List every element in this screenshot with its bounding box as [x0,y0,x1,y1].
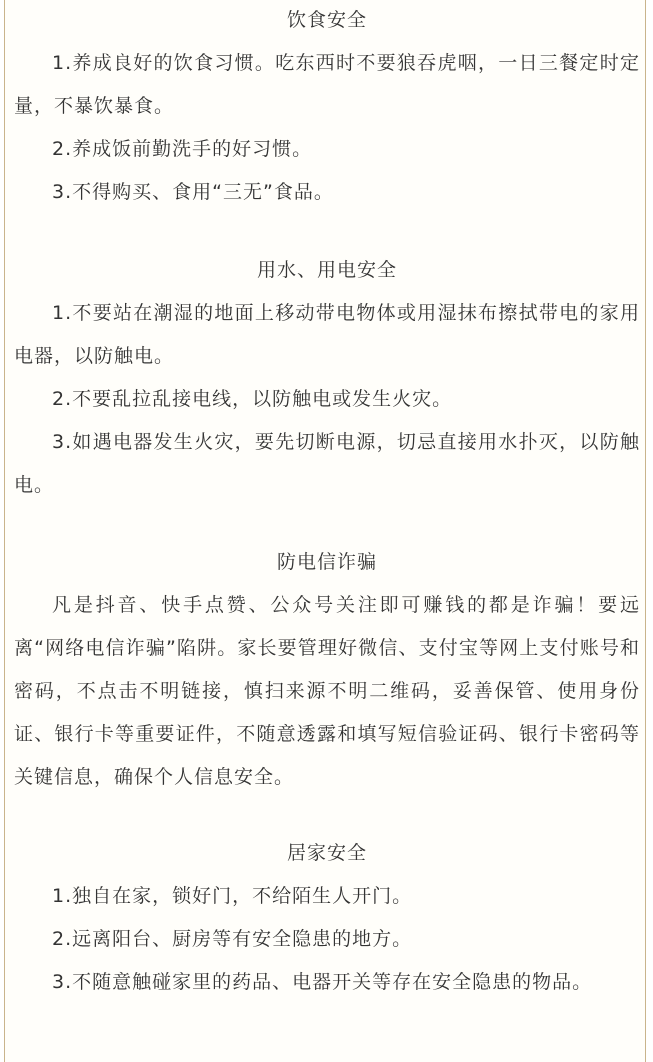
paragraph: 凡是抖音、快手点赞、公众号关注即可赚钱的都是诈骗！要远离“网络电信诈骗”陷阱。家长要管理好微信、支付宝等网上支付账号和密码，不点击不明链接，慎扫来源不明二维码，妥善保管、使用身份证、银行卡等重要证件，不随意透露和填写短信验证码、银行卡密码等关键信息，确保个人信息安全。 [14,594,640,788]
section-title: 饮食安全 [286,9,367,31]
section-anti-telecom-fraud [14,541,640,799]
paragraph: 2.养成饭前勤洗手的好习惯。 [52,138,313,160]
section-home-safety [14,832,640,1004]
paragraph: 1.不要站在潮湿的地面上移动带电物体或用湿抹布擦拭带电的家用电器，以防触电。 [14,302,640,367]
paragraph: 2.不要乱拉乱接电线，以防触电或发生火灾。 [52,388,453,410]
paragraph: 2.远离阳台、厨房等有安全隐患的地方。 [52,928,413,950]
section-water-electricity-safety [14,249,640,507]
section-title: 居家安全 [286,842,367,864]
paragraph: 3.如遇电器发生火灾，要先切断电源，切忌直接用水扑灭，以防触电。 [14,431,640,496]
section-food-safety [14,0,640,214]
paragraph: 3.不得购买、食用“三无”食品。 [52,181,334,203]
paragraph: 3.不随意触碰家里的药品、电器开关等存在安全隐患的物品。 [52,971,593,993]
paragraph: 1.养成良好的饮食习惯。吃东西时不要狼吞虎咽，一日三餐定时定量，不暴饮暴食。 [14,52,640,117]
section-title: 防电信诈骗 [276,551,377,573]
section-title: 用水、用电安全 [256,259,397,281]
paragraph: 1.独自在家，锁好门，不给陌生人开门。 [52,885,413,907]
